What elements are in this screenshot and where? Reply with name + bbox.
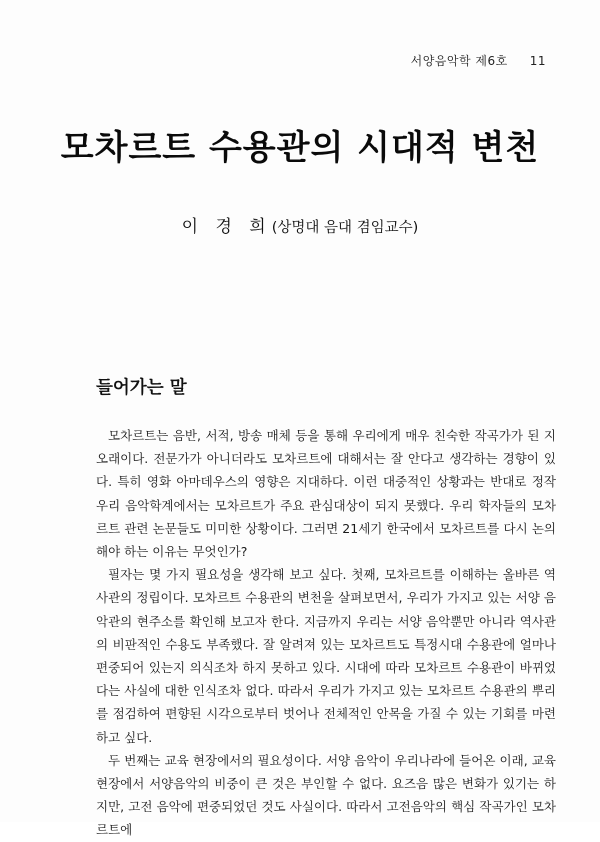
byline bbox=[0, 212, 600, 237]
paragraph: 두 번째는 교육 현장에서의 필요성이다. 서양 음악이 우리나라에 들어온 이래, 교육 현장에서 서양음악의 비중이 큰 것은 부인할 수 없다. 요즈음 많은 변화가 있기는 하지만, 고전 음악에 편중되었던 것도 사실이다. 따라서 고전음악의 핵심 작곡가인 모차르트에 bbox=[96, 752, 556, 838]
article-title: 모차르트 수용관의 시대적 변천 bbox=[60, 128, 540, 168]
running-header bbox=[411, 52, 546, 69]
page-number: 11 bbox=[529, 54, 546, 68]
paragraph: 필자는 몇 가지 필요성을 생각해 보고 싶다. 첫째, 모차르트를 이해하는 올바른 역사관의 정립이다. 모차르트 수용관의 변천을 살펴보면서, 우리가 가지고 있는 서양 음악관의 현주소를 확인해 보고자 한다. 지금까지 우리는 서양 음악뿐만 아니라 역사관의 비판적인 수용도 부족했다. 잘 알려져 있는 모차르트도 특정시대 수용관에 얼마나 편중되어 있는지 의식조차 하지 못하고 있다. 시대에 따라 모차르트 수용관이 바뀌었다는 사실에 대한 인식조차 없다. 따라서 우리가 가지고 있는 모차르트 수용관의 뿌리를 점검하여 편향된 시각으로부터 벗어나 전체적인 안목을 가질 수 있는 기회를 마련하고 싶다. bbox=[96, 567, 556, 745]
section-heading: 들어가는 말 bbox=[96, 378, 187, 398]
journal-name: 서양음악학 제6호 bbox=[410, 54, 508, 68]
author-name: 이 경 희 bbox=[181, 217, 272, 237]
paragraph: 모차르트는 음반, 서적, 방송 매체 등을 통해 우리에게 매우 친숙한 작곡가가 된 지 오래이다. 전문가가 아니더라도 모차르트에 대해서는 잘 안다고 생각하는 경향이 있다. 특히 영화 아마데우스의 영향은 지대하다. 이런 대중적인 상황과는 반대로 정작 우리 음악학계에서는 모차르트가 주요 관심대상이 되지 못했다. 우리 학자들의 모차르트 관련 논문들도 미미한 상황이다. 그러면 21세기 한국에서 모차르트를 다시 논의해야 하는 이유는 무엇인가? bbox=[96, 428, 556, 560]
body-text bbox=[96, 424, 556, 842]
author-affiliation: (상명대 음대 겸임교수) bbox=[271, 220, 419, 236]
